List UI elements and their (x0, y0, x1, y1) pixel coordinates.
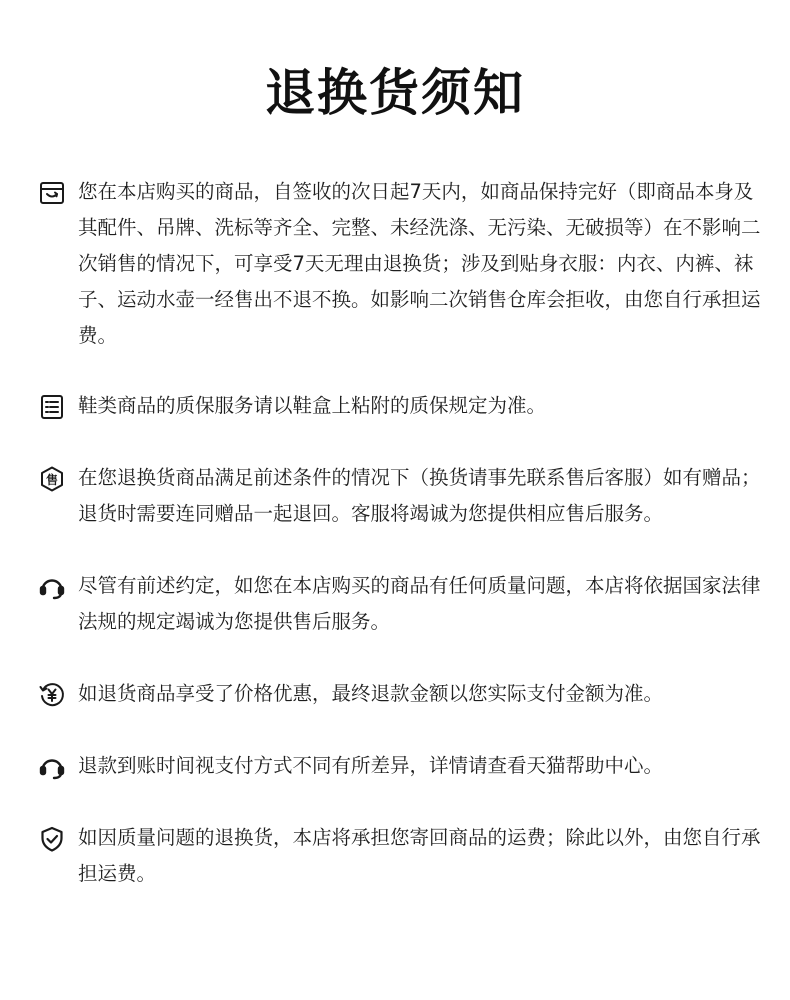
yen-refund-icon (38, 681, 66, 709)
headset-icon (38, 753, 66, 781)
notice-item (38, 568, 766, 640)
after-sale-badge-icon (38, 465, 66, 493)
headset-icon (38, 573, 66, 601)
notice-text: 尽管有前述约定，如您在本店购买的商品有任何质量问题，本店将依据国家法律法规的规定竭诚为您提供售后服务。 (78, 574, 761, 633)
notice-text: 在您退换货商品满足前述条件的情况下（换货请事先联系售后客服）如有赠品；退货时需要连同赠品一起退回。客服将竭诚为您提供相应售后服务。 (78, 466, 761, 525)
notice-item (38, 748, 766, 784)
notice-item (38, 820, 766, 892)
shield-check-icon (38, 825, 66, 853)
notice-item (38, 388, 766, 424)
notice-text: 退款到账时间视支付方式不同有所差异，详情请查看天猫帮助中心。 (78, 754, 664, 777)
notice-item (38, 174, 766, 354)
notice-text: 如退货商品享受了价格优惠，最终退款金额以您实际支付金额为准。 (78, 682, 664, 705)
svg-text:售: 售 (45, 473, 59, 487)
notice-text: 您在本店购买的商品，自签收的次日起7天内，如商品保持完好（即商品本身及其配件、吊牌、洗标等齐全、完整、未经洗涤、无污染、无破损等）在不影响二次销售的情况下，可享受7天无理由退换货；涉及到贴身衣服：内衣、内裤、袜子、运动水壶一经售出不退不换。如影响二次销售仓库会拒收，由您自行承担运费。 (78, 180, 761, 347)
notice-item (38, 460, 766, 532)
notice-text: 鞋类商品的质保服务请以鞋盒上粘附的质保规定为准。 (78, 394, 547, 417)
notice-item (38, 676, 766, 712)
page-title: 退换货须知 (265, 64, 525, 122)
notice-text: 如因质量问题的退换货，本店将承担您寄回商品的运费；除此以外，由您自行承担运费。 (78, 826, 761, 885)
document-list-icon (38, 393, 66, 421)
package-return-icon (38, 179, 66, 207)
